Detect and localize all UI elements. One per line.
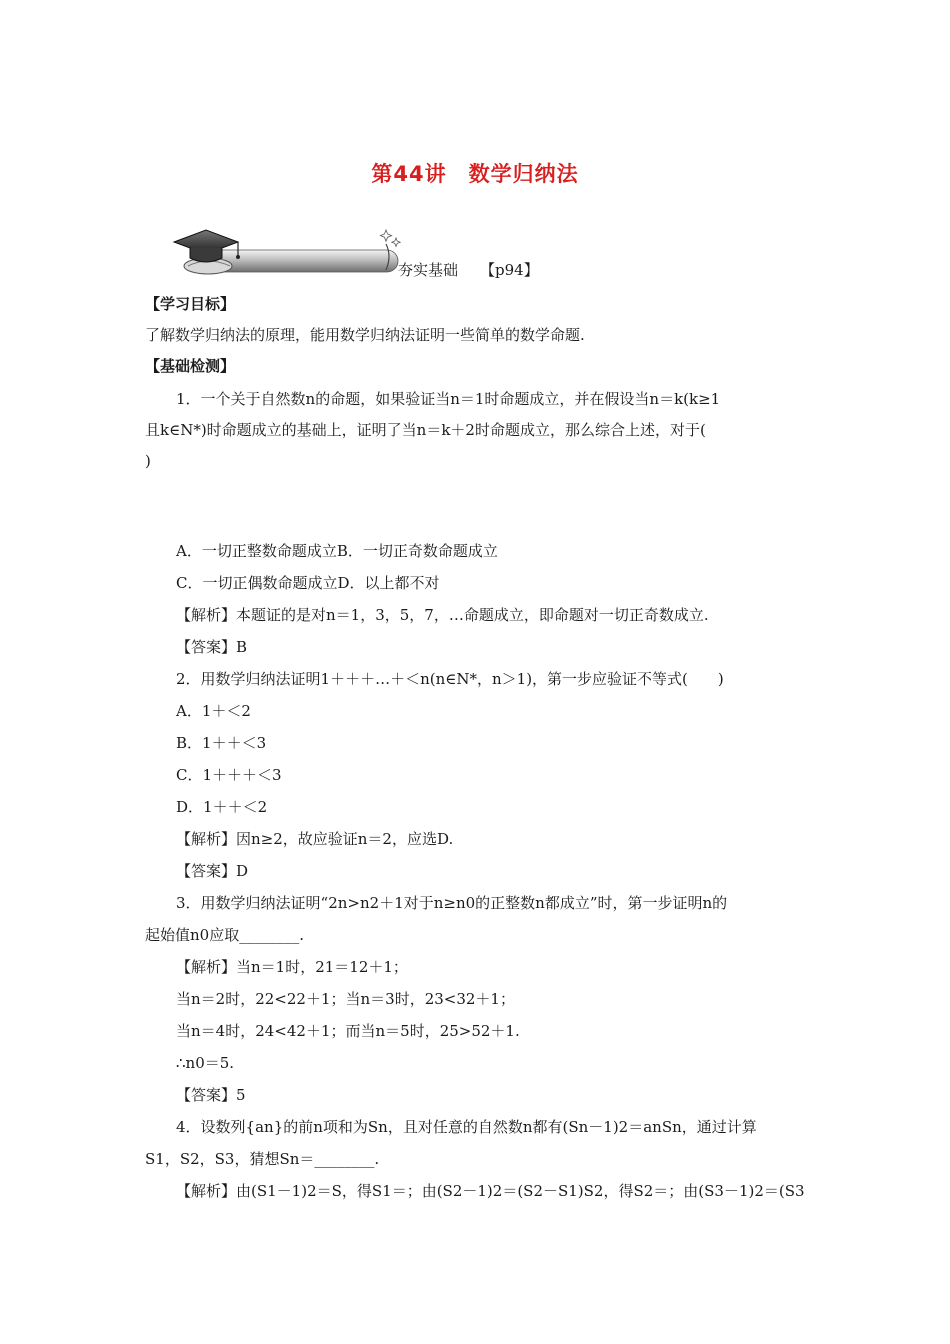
q1-options-cd: C．一切正偶数命题成立D．以上都不对 [176, 574, 440, 592]
q1-options-ab: A．一切正整数命题成立B．一切正奇数命题成立 [176, 542, 498, 560]
q3-analysis-1: 【解析】当n＝1时，21＝12＋1； [176, 958, 408, 976]
check-heading: 【基础检测】 [145, 357, 236, 375]
q2-stem: 2．用数学归纳法证明1＋＋＋…＋＜n(n∈N*，n＞1)，第一步应验证不等式( ) [176, 670, 724, 688]
q4-line-2: S1，S2，S3，猜想Sn＝________. [145, 1150, 380, 1168]
q4-line-1: 4．设数列{an}的前n项和为Sn，且对任意的自然数n都有(Sn－1)2＝anSn，通过计算 [176, 1118, 757, 1136]
q4-analysis: 【解析】由(S1－1)2＝S，得S1＝；由(S2－1)2＝(S2－S1)S2，得S2＝；由(S3－1)2＝(S3 [176, 1182, 805, 1200]
q3-analysis-4: ∴n0＝5. [176, 1054, 235, 1072]
q2-option-b: B．1＋＋＜3 [176, 734, 267, 752]
q1-line-1: 1．一个关于自然数n的命题，如果验证当n＝1时命题成立，并在假设当n＝k(k≥1 [176, 390, 721, 408]
q2-option-d: D．1＋＋＜2 [176, 798, 268, 816]
page-title: 第44讲 数学归纳法 [371, 162, 579, 186]
q1-analysis: 【解析】本题证的是对n＝1，3，5，7，…命题成立，即命题对一切正奇数成立. [176, 606, 709, 624]
goal-heading: 【学习目标】 [145, 295, 236, 313]
q3-line-2: 起始值n0应取________. [145, 926, 304, 944]
page-reference: 【p94】 [480, 261, 539, 279]
q3-analysis-2: 当n＝2时，22<22＋1；当n＝3时，23<32＋1； [176, 990, 515, 1008]
q2-analysis: 【解析】因n≥2，故应验证n＝2，应选D. [176, 830, 454, 848]
q1-line-2: 且k∈N*)时命题成立的基础上，证明了当n＝k＋2时命题成立，那么综合上述，对于( [145, 421, 706, 439]
q2-answer: 【答案】D [176, 862, 249, 880]
q3-line-1: 3．用数学归纳法证明“2n>n2＋1对于n≥n0的正整数n都成立”时，第一步证明n的 [176, 894, 728, 912]
banner-text: 夯实基础 [398, 261, 459, 279]
q2-option-c: C．1＋＋＋＜3 [176, 766, 282, 784]
q1-answer: 【答案】B [176, 638, 248, 656]
goal-text: 了解数学归纳法的原理，能用数学归纳法证明一些简单的数学命题. [145, 326, 585, 344]
q3-analysis-3: 当n＝4时，24<42＋1；而当n＝5时，25>52＋1. [176, 1022, 520, 1040]
section-banner-label [398, 259, 539, 280]
q3-answer: 【答案】5 [176, 1086, 246, 1104]
q1-line-3: ) [145, 452, 151, 470]
q2-option-a: A．1＋＜2 [176, 702, 251, 720]
